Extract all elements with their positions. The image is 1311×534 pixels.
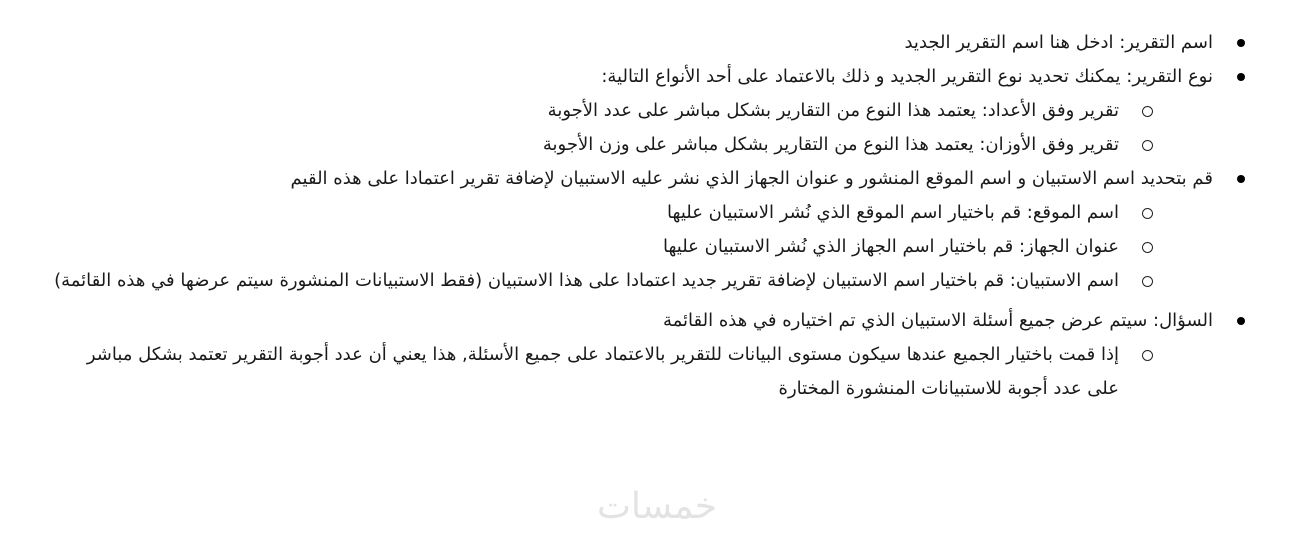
bullet-dot	[1231, 304, 1251, 338]
sub-list-item	[51, 264, 1251, 298]
bullet-dot	[1231, 26, 1251, 60]
bullet-circle	[1137, 264, 1157, 298]
bulleted-list	[51, 26, 1251, 406]
list-item	[51, 304, 1251, 338]
list-item-text: اسم الاستبيان: قم باختيار اسم الاستبيان لإضافة تقرير جديد اعتمادا على هذا الاستبيان (فقط الاستبيانات المنشورة سيتم عرضها في هذه القائمة)	[54, 270, 1119, 291]
list-item	[51, 60, 1251, 94]
list-item	[51, 26, 1251, 60]
list-item-text: عنوان الجهاز: قم باختيار اسم الجهاز الذي نُشر الاستبيان عليها	[663, 236, 1119, 257]
list-item-text: تقرير وفق الأعداد: يعتمد هذا النوع من التقارير بشكل مباشر على عدد الأجوبة	[547, 100, 1119, 121]
bullet-circle	[1137, 230, 1157, 264]
list-item-text: تقرير وفق الأوزان: يعتمد هذا النوع من التقارير بشكل مباشر على وزن الأجوبة	[542, 134, 1119, 155]
sub-list-item	[51, 338, 1251, 406]
bullet-circle	[1137, 128, 1157, 162]
list-item-text: قم بتحديد اسم الاستبيان و اسم الموقع المنشور و عنوان الجهاز الذي نشر عليه الاستبيان لإضافة تقرير اعتمادا على هذه القيم	[290, 168, 1213, 189]
list-item-text: اسم التقرير: ادخل هنا اسم التقرير الجديد	[904, 32, 1213, 53]
sub-list-item	[51, 94, 1251, 128]
list-item	[51, 162, 1251, 196]
list-item-text: اسم الموقع: قم باختيار اسم الموقع الذي نُشر الاستبيان عليها	[667, 202, 1119, 223]
list-item-text: إذا قمت باختيار الجميع عندها سيكون مستوى البيانات للتقرير بالاعتماد على جميع الأسئلة, هذا يعني أن عدد أجوبة التقرير تعتمد بشكل مباشر على عدد أجوبة للاستبيانات المنشورة المختارة	[86, 344, 1119, 399]
sub-list-item	[51, 128, 1251, 162]
watermark-logo: خمسات	[596, 486, 718, 527]
list-item-text: نوع التقرير: يمكنك تحديد نوع التقرير الجديد و ذلك بالاعتماد على أحد الأنواع التالية:	[601, 66, 1213, 87]
bullet-circle	[1137, 338, 1157, 372]
sub-list-item	[51, 230, 1251, 264]
bullet-dot	[1231, 162, 1251, 196]
bullet-circle	[1137, 94, 1157, 128]
sub-list-item	[51, 196, 1251, 230]
list-item-text: السؤال: سيتم عرض جميع أسئلة الاستبيان الذي تم اختياره في هذه القائمة	[662, 310, 1213, 331]
bullet-circle	[1137, 196, 1157, 230]
bullet-dot	[1231, 60, 1251, 94]
